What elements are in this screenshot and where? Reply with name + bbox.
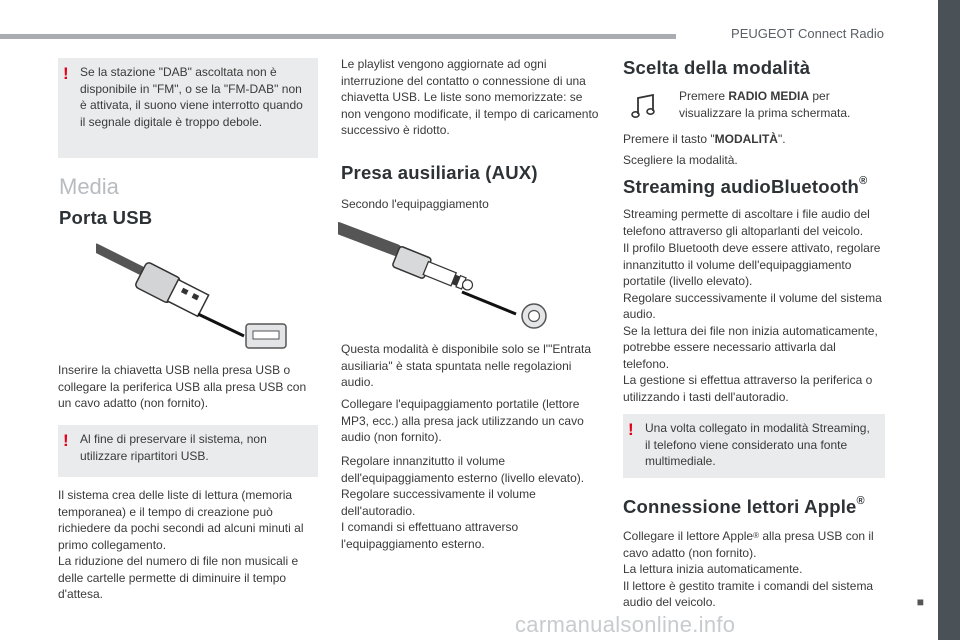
text: Connessione lettori Apple [623, 496, 857, 517]
paragraph: Inserire la chiavetta USB nella presa USB o collegare la periferica USB alla presa USB con un cavo adatto (non fornito). [58, 363, 307, 410]
text: Collegare il lettore Apple [623, 529, 754, 543]
running-header: PEUGEOT Connect Radio [731, 26, 884, 41]
paragraph: Secondo l'equipaggiamento [341, 197, 489, 211]
registered-mark: ® [753, 531, 759, 540]
registered-mark: ® [859, 174, 868, 187]
sidebar-tab [938, 0, 960, 640]
key-name: MODALITÀ [714, 132, 778, 146]
paragraph [623, 528, 885, 611]
text: alla presa USB con il cavo adatto (non fornito). La lettura inizia automaticamente. Il lettore è gestito tramite i comandi del sistema audio del veicolo. [623, 529, 874, 609]
paragraph: Il profilo Bluetooth deve essere attivato, regolare innanzitutto il volume dell'equipaggiamento portatile (livello elevato). Regolare successivamente il volume del sistema audio. Se la lettura dei file non inizia automaticamente, potrebbe essere necessario attivarla dal telefono. La gestione si effettua attraverso la periferica o utilizzando i tasti dell'autoradio. [623, 241, 882, 404]
paragraph: Le playlist vengono aggiornate ad ogni interruzione del contatto o connessione di una chiavetta USB. Le liste sono memorizzate: se non vengono modificate, il tempo di caricamento successivo è ridotto. [341, 57, 599, 137]
notice-text: Una volta collegato in modalità Streaming, il telefono viene considerato una fonte multimediale. [645, 421, 870, 468]
registered-mark: ® [856, 494, 865, 507]
warning-notice-dab [58, 58, 318, 158]
notice-text: Se la stazione "DAB" ascoltata non è disponibile in "FM", o se la "FM-DAB" non è attivata, il suono viene interrotto quando il segnale digitale è troppo debole. [80, 65, 303, 129]
paragraph [623, 131, 885, 148]
warning-notice-streaming [623, 414, 885, 478]
end-marker: ■ [916, 595, 924, 609]
heading-usb: Porta USB [59, 207, 153, 228]
text: Streaming audioBluetooth [623, 176, 860, 197]
paragraph [679, 88, 879, 121]
music-note-icon [631, 94, 659, 120]
text: per visualizzare la prima schermata. [679, 89, 851, 120]
warning-notice-usb [58, 425, 318, 477]
warning-icon: ! [63, 64, 69, 83]
heading-bluetooth [623, 176, 867, 198]
warning-icon: ! [628, 420, 634, 439]
notice-text: Al fine di preservare il sistema, non utilizzare ripartitori USB. [80, 432, 267, 463]
top-rule [0, 34, 676, 39]
warning-icon: ! [63, 431, 69, 450]
paragraph: Il sistema crea delle liste di lettura (memoria temporanea) e il tempo di creazione può richiedere da pochi secondi ad alcuni minuti al primo collegamento. La riduzione del numero di file non musicali e delle cartelle permette di diminuire il tempo d'attesa. [58, 488, 304, 601]
paragraph: Streaming permette di ascoltare i file audio del telefono attraverso gli altoparlanti del veicolo. [623, 207, 870, 238]
jack-plug-icon [338, 218, 554, 332]
usb-plug-icon [96, 238, 296, 350]
text: Premere [679, 89, 726, 103]
paragraph: Regolare innanzitutto il volume dell'equipaggiamento esterno (livello elevato). Regolare successivamente il volume dell'autoradio. I comandi si effettuano attraverso l'equipaggiamento esterno. [341, 454, 585, 551]
heading-aux: Presa ausiliaria (AUX) [341, 162, 538, 183]
heading-apple [623, 496, 865, 518]
watermark: carmanualsonline.info [515, 612, 736, 637]
section-title: Media [59, 174, 119, 199]
heading-mode: Scelta della modalità [623, 57, 811, 78]
paragraph: Questa modalità è disponibile solo se l'"Entrata ausiliaria" è stata spuntata nelle regolazioni audio. [341, 342, 592, 389]
button-name: RADIO MEDIA [728, 89, 810, 103]
text: ". [777, 132, 786, 146]
text: Premere il tasto " [623, 132, 715, 146]
paragraph: Collegare l'equipaggiamento portatile (lettore MP3, ecc.) alla presa jack utilizzando un cavo audio (non fornito). [341, 397, 584, 444]
paragraph: Scegliere la modalità. [623, 153, 738, 167]
